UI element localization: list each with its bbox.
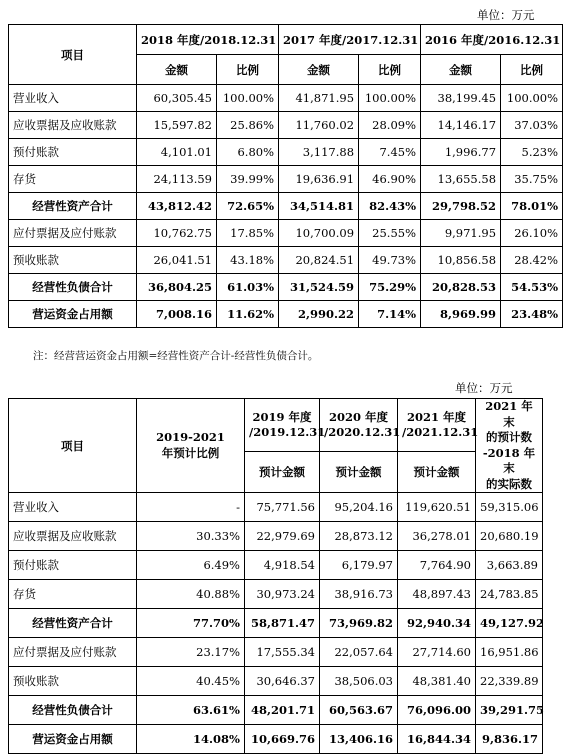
table-cell: 25.86% xyxy=(217,112,279,139)
header-forecast-ratio-line2: 年预计比例 xyxy=(161,445,220,460)
table-cell: 6.49% xyxy=(137,551,245,580)
header-difference-line4: 的实际数 xyxy=(486,476,532,491)
header-year-2020-line1: 2020 年度 xyxy=(328,409,388,424)
table-cell: 2,990.22 xyxy=(279,301,359,328)
row-label: 应收票据及应收账款 xyxy=(9,522,137,551)
header-amount: 金额 xyxy=(421,55,501,85)
row-label: 应付票据及应付账款 xyxy=(9,220,137,247)
header-item: 项目 xyxy=(9,399,137,493)
table-cell: 30,646.37 xyxy=(245,667,320,696)
table-cell: 13,655.58 xyxy=(421,166,501,193)
table-cell: 75.29% xyxy=(359,274,421,301)
table-cell: 35.75% xyxy=(501,166,563,193)
table-row xyxy=(9,638,543,667)
row-label: 预付账款 xyxy=(9,551,137,580)
table-cell: 15,597.82 xyxy=(137,112,217,139)
table-cell: 28,873.12 xyxy=(320,522,398,551)
header-ratio: 比例 xyxy=(217,55,279,85)
row-label: 经营性负债合计 xyxy=(9,696,137,725)
table-cell: 6,179.97 xyxy=(320,551,398,580)
table-row xyxy=(9,580,543,609)
header-difference-line2: 的预计数 xyxy=(486,430,532,445)
table-cell: 28.09% xyxy=(359,112,421,139)
table-note: 注：经营营运资金占用额=经营性资产合计-经营性负债合计。 xyxy=(33,350,319,362)
table-cell: 26,041.51 xyxy=(137,247,217,274)
table-cell: 36,804.25 xyxy=(137,274,217,301)
unit-label-2: 单位：万元 xyxy=(455,381,513,395)
table-cell: 26.10% xyxy=(501,220,563,247)
table-cell: 61.03% xyxy=(217,274,279,301)
table-row xyxy=(9,522,543,551)
header-forecast-amount: 预计金额 xyxy=(245,452,320,493)
table-cell: 40.88% xyxy=(137,580,245,609)
table-cell: 22,979.69 xyxy=(245,522,320,551)
table-row xyxy=(9,493,543,522)
header-year-2020-line2: /2020.12.31 xyxy=(324,425,401,440)
row-label: 预付账款 xyxy=(9,139,137,166)
header-period-2018: 2018 年度/2018.12.31 xyxy=(137,25,279,55)
table-cell: 23.17% xyxy=(137,638,245,667)
table-cell: 95,204.16 xyxy=(320,493,398,522)
table-cell: 30.33% xyxy=(137,522,245,551)
table-cell: 78.01% xyxy=(501,193,563,220)
table-cell: 10,762.75 xyxy=(137,220,217,247)
table-cell: 46.90% xyxy=(359,166,421,193)
table-cell: 38,506.03 xyxy=(320,667,398,696)
table-cell: 36,278.01 xyxy=(398,522,476,551)
table-cell: 4,101.01 xyxy=(137,139,217,166)
table-cell: 24,113.59 xyxy=(137,166,217,193)
table-cell: 59,315.06 xyxy=(476,493,543,522)
row-label: 预收账款 xyxy=(9,247,137,274)
table-cell: 10,700.09 xyxy=(279,220,359,247)
table-cell: 24,783.85 xyxy=(476,580,543,609)
table-cell: 38,916.73 xyxy=(320,580,398,609)
table-row xyxy=(9,667,543,696)
header-difference xyxy=(476,399,543,493)
table-cell: 39.99% xyxy=(217,166,279,193)
table-cell: 20,680.19 xyxy=(476,522,543,551)
table-cell: 27,714.60 xyxy=(398,638,476,667)
header-year-2019-line1: 2019 年度 xyxy=(252,409,312,424)
table-cell: 7,764.90 xyxy=(398,551,476,580)
table-cell: 14,146.17 xyxy=(421,112,501,139)
table-cell: 10,856.58 xyxy=(421,247,501,274)
table-cell: 13,406.16 xyxy=(320,725,398,754)
table-cell: 10,669.76 xyxy=(245,725,320,754)
header-ratio: 比例 xyxy=(501,55,563,85)
table-cell: - xyxy=(137,493,245,522)
table-cell: 119,620.51 xyxy=(398,493,476,522)
table-cell: 43.18% xyxy=(217,247,279,274)
table-cell: 34,514.81 xyxy=(279,193,359,220)
table-row xyxy=(9,274,563,301)
table-cell: 48,897.43 xyxy=(398,580,476,609)
table-cell: 6.80% xyxy=(217,139,279,166)
table-cell: 5.23% xyxy=(501,139,563,166)
table-cell: 73,969.82 xyxy=(320,609,398,638)
header-forecast-amount: 预计金额 xyxy=(398,452,476,493)
row-label: 预收账款 xyxy=(9,667,137,696)
header-forecast-ratio xyxy=(137,399,245,493)
table-cell: 29,798.52 xyxy=(421,193,501,220)
table-cell: 72.65% xyxy=(217,193,279,220)
header-forecast-ratio-line1: 2019-2021 xyxy=(156,430,225,445)
table-cell: 49.73% xyxy=(359,247,421,274)
table-cell: 63.61% xyxy=(137,696,245,725)
table-cell: 22,057.64 xyxy=(320,638,398,667)
header-item: 项目 xyxy=(9,25,137,85)
row-label: 营业收入 xyxy=(9,85,137,112)
row-label: 应收票据及应收账款 xyxy=(9,112,137,139)
table-cell: 92,940.34 xyxy=(398,609,476,638)
table-cell: 54.53% xyxy=(501,274,563,301)
table-row xyxy=(9,725,543,754)
unit-label-1: 单位：万元 xyxy=(477,8,535,22)
header-year-2019 xyxy=(245,399,326,452)
row-label: 存货 xyxy=(9,580,137,609)
table-row xyxy=(9,166,563,193)
table-cell: 11.62% xyxy=(217,301,279,328)
header-amount: 金额 xyxy=(279,55,359,85)
table-cell: 60,305.45 xyxy=(137,85,217,112)
row-label: 经营性资产合计 xyxy=(9,609,137,638)
row-label: 经营性负债合计 xyxy=(9,274,137,301)
table-cell: 43,812.42 xyxy=(137,193,217,220)
table-cell: 7.45% xyxy=(359,139,421,166)
table-cell: 100.00% xyxy=(501,85,563,112)
header-ratio: 比例 xyxy=(359,55,421,85)
row-label: 应付票据及应付账款 xyxy=(9,638,137,667)
table-cell: 30,973.24 xyxy=(245,580,320,609)
table-cell: 16,844.34 xyxy=(398,725,476,754)
header-period-2017: 2017 年度/2017.12.31 xyxy=(279,25,421,55)
table-cell: 17,555.34 xyxy=(245,638,320,667)
header-year-2021-line2: /2021.12.31 xyxy=(402,425,479,440)
table-cell: 37.03% xyxy=(501,112,563,139)
table-cell: 14.08% xyxy=(137,725,245,754)
table-cell: 49,127.92 xyxy=(476,609,543,638)
table-cell: 58,871.47 xyxy=(245,609,320,638)
table-row xyxy=(9,551,543,580)
table-cell: 20,824.51 xyxy=(279,247,359,274)
table-cell: 100.00% xyxy=(217,85,279,112)
table-cell: 77.70% xyxy=(137,609,245,638)
table-cell: 9,971.95 xyxy=(421,220,501,247)
table-cell: 76,096.00 xyxy=(398,696,476,725)
table-cell: 41,871.95 xyxy=(279,85,359,112)
table-cell: 16,951.86 xyxy=(476,638,543,667)
table-cell: 39,291.75 xyxy=(476,696,543,725)
header-difference-line3: -2018 年末 xyxy=(482,445,536,476)
table-row xyxy=(9,220,563,247)
row-label: 经营性资产合计 xyxy=(9,193,137,220)
table-cell: 7,008.16 xyxy=(137,301,217,328)
table-cell: 22,339.89 xyxy=(476,667,543,696)
row-label: 营运资金占用额 xyxy=(9,725,137,754)
table-row xyxy=(9,696,543,725)
working-capital-history-table xyxy=(8,24,563,328)
table-cell: 75,771.56 xyxy=(245,493,320,522)
table-cell: 7.14% xyxy=(359,301,421,328)
table-cell: 19,636.91 xyxy=(279,166,359,193)
table-cell: 8,969.99 xyxy=(421,301,501,328)
header-year-2021-line1: 2021 年度 xyxy=(406,409,466,424)
working-capital-forecast-table xyxy=(8,398,543,754)
header-year-2020 xyxy=(320,399,401,452)
table-cell: 82.43% xyxy=(359,193,421,220)
table-cell: 3,663.89 xyxy=(476,551,543,580)
row-label: 存货 xyxy=(9,166,137,193)
table-cell: 25.55% xyxy=(359,220,421,247)
table-cell: 17.85% xyxy=(217,220,279,247)
row-label: 营运资金占用额 xyxy=(9,301,137,328)
table-cell: 23.48% xyxy=(501,301,563,328)
table-cell: 31,524.59 xyxy=(279,274,359,301)
table-row xyxy=(9,301,563,328)
table-cell: 9,836.17 xyxy=(476,725,543,754)
table-cell: 40.45% xyxy=(137,667,245,696)
row-label: 营业收入 xyxy=(9,493,137,522)
table-row xyxy=(9,139,563,166)
table-cell: 28.42% xyxy=(501,247,563,274)
header-year-2019-line2: /2019.12.31 xyxy=(249,425,326,440)
table-cell: 1,996.77 xyxy=(421,139,501,166)
header-difference-line1: 2021 年末 xyxy=(485,399,533,429)
header-year-2021 xyxy=(398,399,479,452)
table-cell: 38,199.45 xyxy=(421,85,501,112)
table-row xyxy=(9,609,543,638)
table-cell: 3,117.88 xyxy=(279,139,359,166)
table-row xyxy=(9,112,563,139)
header-period-2016: 2016 年度/2016.12.31 xyxy=(421,25,563,55)
header-amount: 金额 xyxy=(137,55,217,85)
header-forecast-amount: 预计金额 xyxy=(320,452,398,493)
table-cell: 4,918.54 xyxy=(245,551,320,580)
table-cell: 100.00% xyxy=(359,85,421,112)
table-cell: 60,563.67 xyxy=(320,696,398,725)
table-row xyxy=(9,247,563,274)
table-cell: 11,760.02 xyxy=(279,112,359,139)
table-cell: 48,381.40 xyxy=(398,667,476,696)
table-row xyxy=(9,85,563,112)
table-cell: 48,201.71 xyxy=(245,696,320,725)
table-row xyxy=(9,193,563,220)
table-cell: 20,828.53 xyxy=(421,274,501,301)
